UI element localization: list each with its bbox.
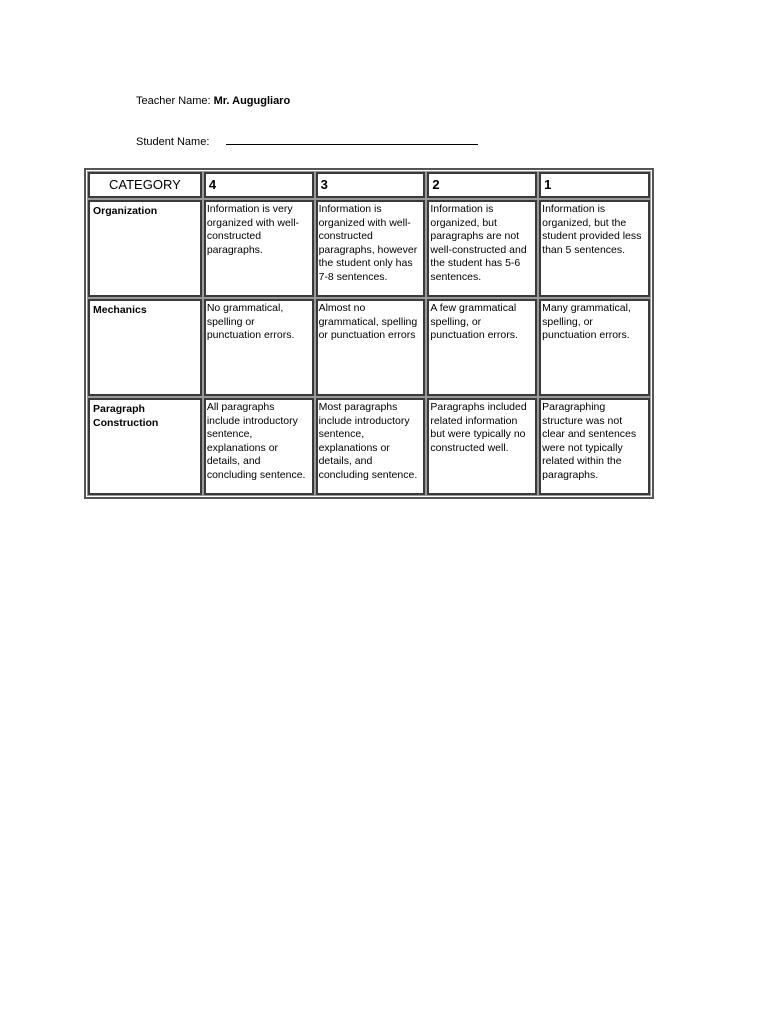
rubric-table [84, 168, 654, 499]
rubric-cell: No grammatical, spelling or punctuation errors. [204, 299, 314, 396]
rubric-cell: A few grammatical spelling, or punctuation errors. [427, 299, 537, 396]
teacher-name-label: Teacher Name: [136, 95, 211, 107]
rubric-cell: Information is very organized with well-constructed paragraphs. [204, 200, 314, 297]
level-header-3: 3 [316, 172, 426, 198]
rubric-row-mechanics [88, 299, 650, 396]
rubric-header-row [88, 172, 650, 198]
teacher-name-value: Mr. Augugliaro [213, 95, 291, 107]
category-mechanics: Mechanics [88, 299, 202, 396]
rubric-cell: Paragraphs included related information but were typically no constructed well. [427, 398, 537, 495]
level-header-2: 2 [427, 172, 537, 198]
rubric-cell: Information is organized, but paragraphs are not well-constructed and the student has 5-6 sentences. [427, 200, 537, 297]
rubric-cell: Information is organized, but the student provided less than 5 sentences. [539, 200, 650, 297]
level-header-4: 4 [204, 172, 314, 198]
rubric-cell: Most paragraphs include introductory sentence, explanations or details, and concluding sentence. [316, 398, 426, 495]
student-name-line [136, 135, 478, 148]
student-name-blank [226, 135, 478, 145]
level-header-1: 1 [539, 172, 650, 198]
rubric-row-organization [88, 200, 650, 297]
rubric-cell: Information is organized with well-constructed paragraphs, however the student only has 7-8 sentences. [316, 200, 426, 297]
teacher-name-line [136, 95, 290, 107]
rubric-cell: Many grammatical, spelling, or punctuation errors. [539, 299, 650, 396]
category-organization: Organization [88, 200, 202, 297]
student-name-label: Student Name: [136, 136, 210, 148]
category-header: CATEGORY [88, 172, 202, 198]
rubric-cell: All paragraphs include introductory sentence, explanations or details, and concluding sentence. [204, 398, 314, 495]
rubric-cell: Almost no grammatical, spelling or punctuation errors [316, 299, 426, 396]
rubric-cell: Paragraphing structure was not clear and sentences were not typically related within the paragraphs. [539, 398, 650, 495]
category-paragraph-construction: Paragraph Construction [88, 398, 202, 495]
rubric-row-paragraph-construction [88, 398, 650, 495]
